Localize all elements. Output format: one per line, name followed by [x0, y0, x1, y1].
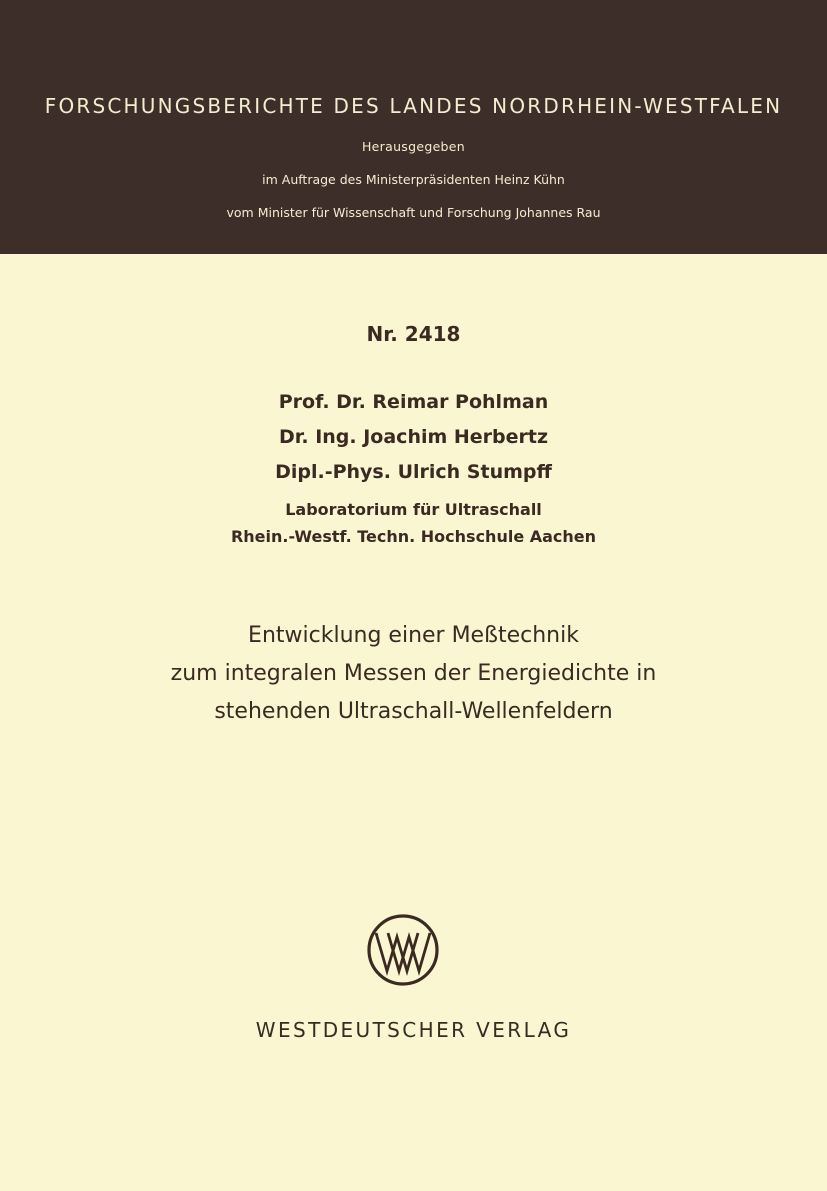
institution-line-1: Laboratorium für Ultraschall: [285, 500, 542, 519]
editor-line-1: Herausgegeben: [361, 139, 466, 154]
author-3: Dipl.-Phys. Ulrich Stumpff: [275, 461, 552, 483]
publisher-ww-logo-icon: [366, 913, 440, 987]
editor-line-3: vom Minister für Wissenschaft und Forschung Johannes Rau: [226, 205, 601, 220]
editor-line-2: im Auftrage des Ministerpräsidenten Heinz Kühn: [262, 172, 565, 187]
title-line-2: zum integralen Messen der Energiedichte in: [170, 661, 657, 686]
author-1: Prof. Dr. Reimar Pohlman: [278, 391, 549, 413]
title-line-1: Entwicklung einer Meßtechnik: [248, 623, 579, 648]
institution-line-2: Rhein.-Westf. Techn. Hochschule Aachen: [230, 527, 597, 546]
publisher-name: WESTDEUTSCHER VERLAG: [255, 1018, 572, 1042]
title-line-3: stehenden Ultraschall-Wellenfeldern: [214, 699, 613, 724]
report-number: Nr. 2418: [366, 322, 461, 346]
author-2: Dr. Ing. Joachim Herbertz: [278, 426, 549, 448]
author-list: [0, 388, 827, 493]
institution: [0, 497, 827, 551]
book-title: [0, 618, 827, 732]
series-title: FORSCHUNGSBERICHTE DES LANDES NORDRHEIN-WESTFALEN: [44, 94, 783, 118]
header-band: [0, 0, 827, 254]
